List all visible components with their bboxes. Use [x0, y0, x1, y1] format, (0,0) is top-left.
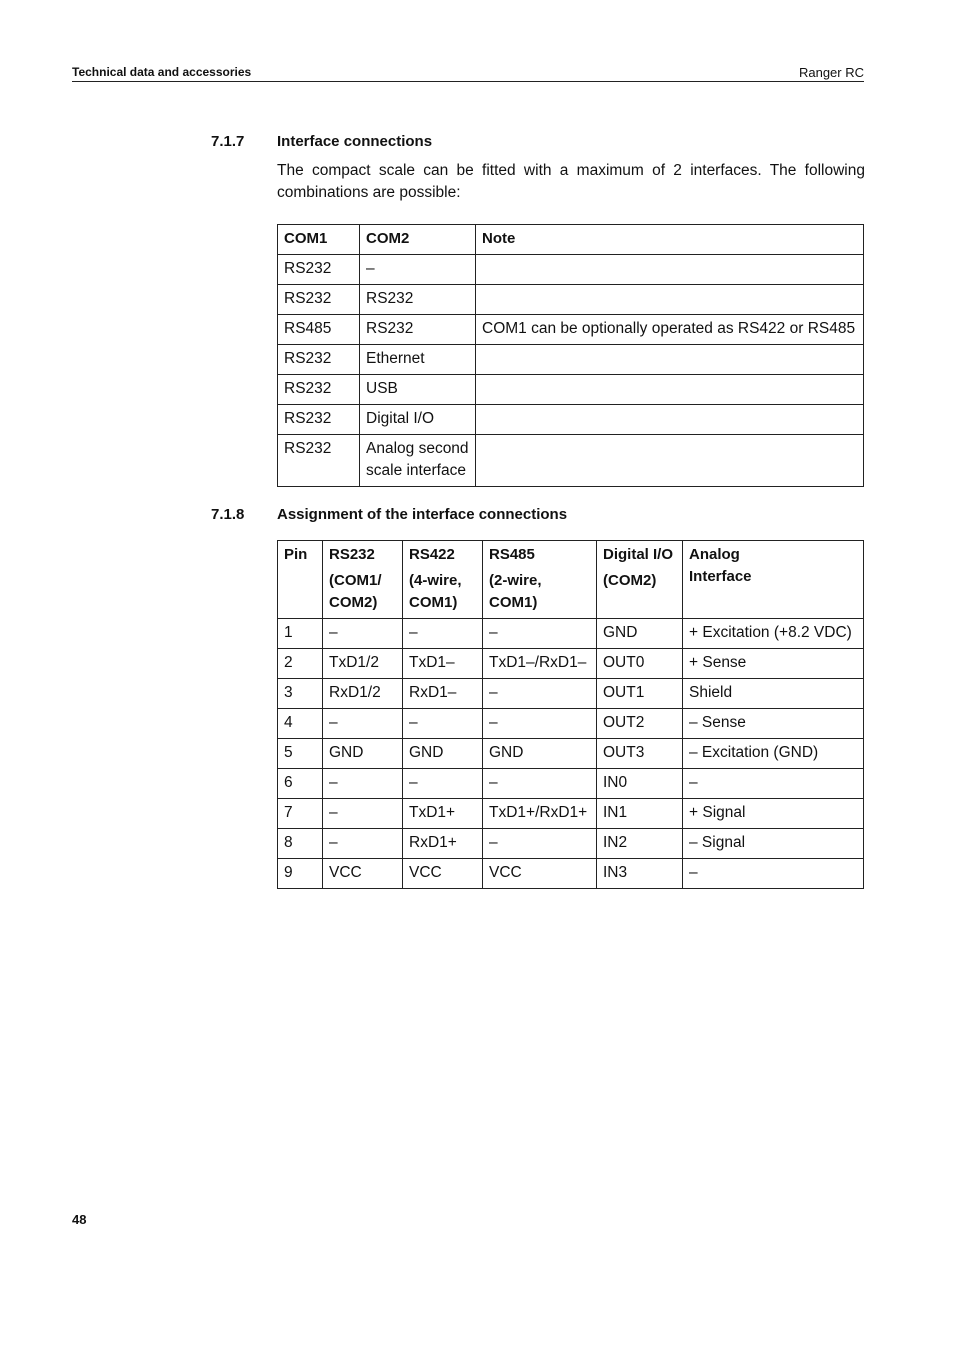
table-cell: –	[483, 619, 597, 649]
table-cell: OUT2	[597, 709, 683, 739]
header-divider	[72, 81, 864, 82]
table-cell	[476, 375, 864, 405]
table-row	[278, 859, 864, 889]
table-cell: RS232	[278, 345, 360, 375]
table-cell: –	[483, 709, 597, 739]
table-cell: + Excitation (+8.2 VDC)	[683, 619, 864, 649]
table-cell: TxD1+/RxD1+	[483, 799, 597, 829]
column-header-subtitle: (2-wire, COM1)	[489, 572, 542, 611]
table-cell: 8	[278, 829, 323, 859]
table-cell: RS232	[360, 285, 476, 315]
column-header-title: Analog	[689, 546, 740, 563]
table-cell: –	[403, 709, 483, 739]
table-cell: + Signal	[683, 799, 864, 829]
table-cell: TxD1–	[403, 649, 483, 679]
table-cell: RxD1–	[403, 679, 483, 709]
pin-assignment-table	[277, 540, 864, 889]
table-cell: – Excitation (GND)	[683, 739, 864, 769]
table-cell: GND	[403, 739, 483, 769]
page-number: 48	[72, 1212, 87, 1227]
column-header-subtitle: (4-wire, COM1)	[409, 572, 462, 611]
table-cell: Ethernet	[360, 345, 476, 375]
column-header-title: RS232	[329, 546, 375, 563]
table-cell: USB	[360, 375, 476, 405]
table-cell: GND	[483, 739, 597, 769]
table-cell	[476, 405, 864, 435]
column-header-title: RS422	[409, 546, 455, 563]
table-cell: IN3	[597, 859, 683, 889]
section-number-718: 7.1.8	[211, 506, 245, 523]
table-row	[278, 315, 864, 345]
column-header-title: Digital I/O	[603, 546, 674, 563]
table-cell: VCC	[403, 859, 483, 889]
table-cell: RS232	[278, 255, 360, 285]
table-row	[278, 649, 864, 679]
table-cell: RS232	[278, 285, 360, 315]
table-cell: 6	[278, 769, 323, 799]
table-cell: –	[323, 619, 403, 649]
table-row	[278, 829, 864, 859]
table-cell: VCC	[483, 859, 597, 889]
table-row	[278, 739, 864, 769]
table-cell: –	[323, 709, 403, 739]
table-cell: –	[683, 859, 864, 889]
column-header-title: Pin	[284, 546, 308, 563]
table-cell: OUT3	[597, 739, 683, 769]
table-cell: GND	[597, 619, 683, 649]
table-cell: –	[403, 769, 483, 799]
table-cell: VCC	[323, 859, 403, 889]
table-cell: 2	[278, 649, 323, 679]
table-cell: 9	[278, 859, 323, 889]
table-row	[278, 679, 864, 709]
column-header	[683, 541, 864, 619]
table-row	[278, 769, 864, 799]
column-header	[483, 541, 597, 619]
table-cell: RS232	[278, 375, 360, 405]
section-title-interface-connections: Interface connections	[277, 133, 433, 150]
table-cell	[476, 435, 864, 487]
table-row	[278, 435, 864, 487]
table-cell: –	[483, 679, 597, 709]
table-cell: RS232	[360, 315, 476, 345]
column-header	[323, 541, 403, 619]
table-cell	[476, 285, 864, 315]
table-cell: –	[360, 255, 476, 285]
table-cell: IN0	[597, 769, 683, 799]
section-title-assignment: Assignment of the interface connections	[277, 506, 568, 523]
table-row	[278, 255, 864, 285]
column-header: COM1	[278, 225, 360, 255]
table-cell: –	[483, 769, 597, 799]
column-header	[597, 541, 683, 619]
column-header	[403, 541, 483, 619]
intro-paragraph: The compact scale can be fitted with a maximum of 2 interfaces. The following combinations are possible:	[277, 162, 865, 201]
table-row	[278, 285, 864, 315]
table-cell: 3	[278, 679, 323, 709]
running-header-product: Ranger RC	[798, 65, 864, 80]
table-cell: –	[323, 799, 403, 829]
column-header-subtitle: (COM1/ COM2)	[329, 572, 382, 611]
table-cell: RS232	[278, 435, 360, 487]
table-header-row	[278, 225, 864, 255]
column-header: COM2	[360, 225, 476, 255]
table-cell: –	[323, 769, 403, 799]
table-row	[278, 709, 864, 739]
table-cell: Digital I/O	[360, 405, 476, 435]
table-cell: TxD1+	[403, 799, 483, 829]
table-cell: 7	[278, 799, 323, 829]
table-cell: RS232	[278, 405, 360, 435]
table-cell: RxD1/2	[323, 679, 403, 709]
table-cell: OUT1	[597, 679, 683, 709]
table-cell: OUT0	[597, 649, 683, 679]
table-cell: RxD1+	[403, 829, 483, 859]
table-cell: 4	[278, 709, 323, 739]
table-row	[278, 405, 864, 435]
table-cell: 5	[278, 739, 323, 769]
table-cell: IN2	[597, 829, 683, 859]
table-cell: – Signal	[683, 829, 864, 859]
column-header-subtitle: Interface	[689, 568, 752, 585]
table-cell: + Sense	[683, 649, 864, 679]
table-cell: Analog second scale interface	[360, 435, 476, 487]
section-number-717: 7.1.7	[211, 133, 245, 150]
table-row	[278, 345, 864, 375]
table-cell: GND	[323, 739, 403, 769]
table-cell: IN1	[597, 799, 683, 829]
table-cell: –	[483, 829, 597, 859]
table-cell: TxD1–/RxD1–	[483, 649, 597, 679]
table-cell: RS485	[278, 315, 360, 345]
table-cell: –	[403, 619, 483, 649]
column-header-title: RS485	[489, 546, 535, 563]
table-cell	[476, 255, 864, 285]
table-row	[278, 799, 864, 829]
column-header	[278, 541, 323, 619]
table-cell: –	[323, 829, 403, 859]
column-header-subtitle: (COM2)	[603, 572, 657, 589]
table-cell: TxD1/2	[323, 649, 403, 679]
table-cell: –	[683, 769, 864, 799]
column-header: Note	[476, 225, 864, 255]
interface-combinations-table	[277, 224, 864, 487]
table-cell: COM1 can be optionally operated as RS422 or RS485	[476, 315, 864, 345]
running-header-section: Technical data and accessories	[72, 65, 252, 79]
table-cell: Shield	[683, 679, 864, 709]
table-header-row	[278, 541, 864, 619]
table-cell: – Sense	[683, 709, 864, 739]
table-row	[278, 619, 864, 649]
table-row	[278, 375, 864, 405]
table-cell: 1	[278, 619, 323, 649]
table-cell	[476, 345, 864, 375]
